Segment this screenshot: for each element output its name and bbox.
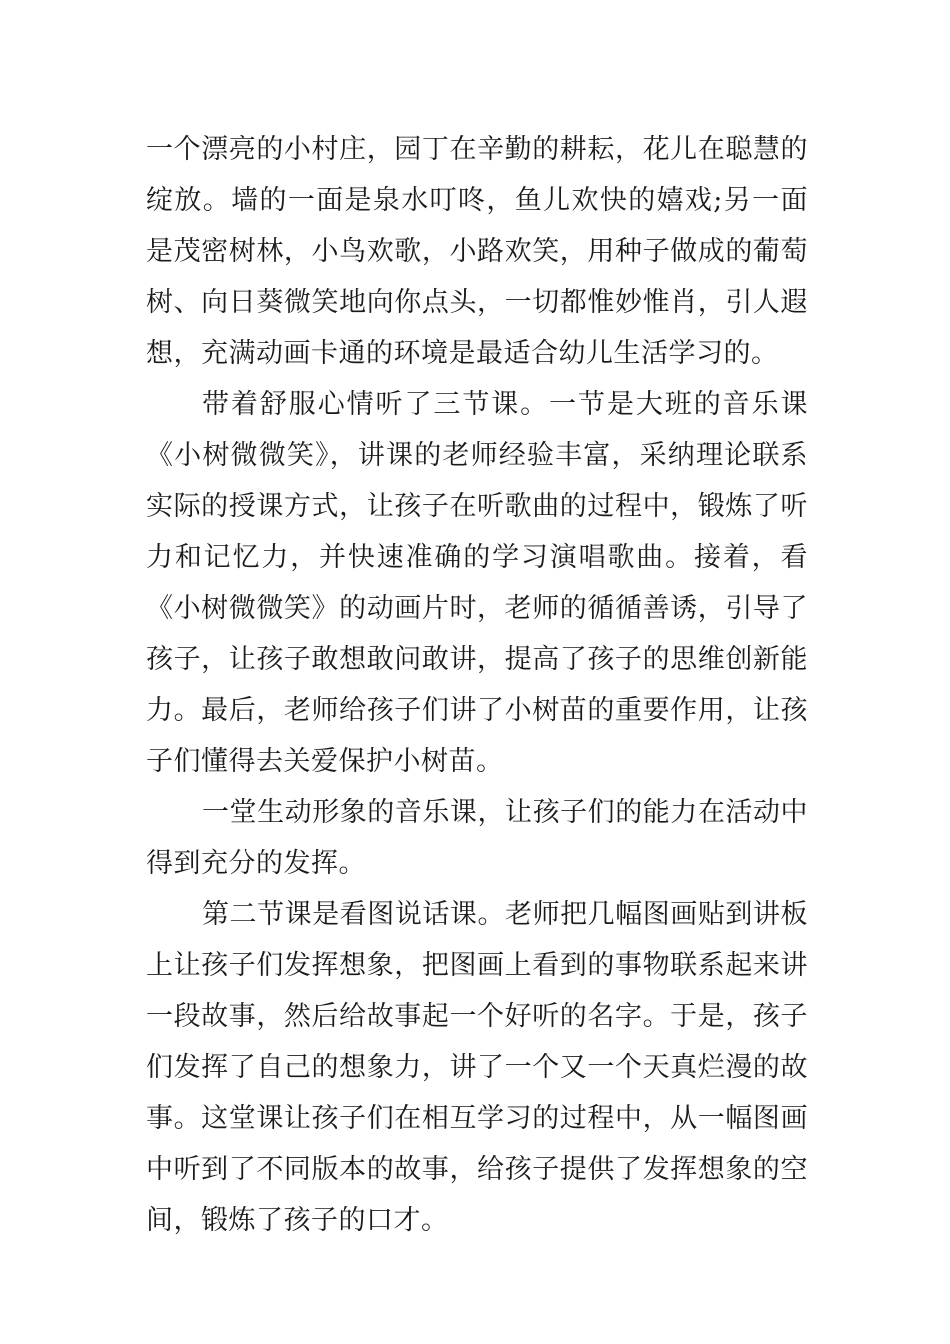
paragraph-picture-talk-class: 第二节课是看图说话课。老师把几幅图画贴到讲板上让孩子们发挥想象，把图画上看到的事物联系起来讲一段故事，然后给故事起一个好听的名字。于是，孩子们发挥了自己的想象力，讲了一个又一个天真烂漫的故事。这堂课让孩子们在相互学习的过程中，从一幅图画中听到了不同版本的故事，给孩子提供了发挥想象的空间，锻炼了孩子的口才。 [146,899,808,1236]
paragraph-music-class: 带着舒服心情听了三节课。一节是大班的音乐课《小树微微笑》，讲课的老师经验丰富，采纳理论联系实际的授课方式，让孩子在听歌曲的过程中，锻炼了听力和记忆力，并快速准确的学习演唱歌曲。接着，看《小树微微笑》的动画片时，老师的循循善诱，引导了孩子，让孩子敢想敢问敢讲，提高了孩子的思维创新能力。最后，老师给孩子们讲了小树苗的重要作用，让孩子们懂得去关爱保护小树苗。 [146,389,808,777]
paragraph-village: 一个漂亮的小村庄，园丁在辛勤的耕耘，花儿在聪慧的绽放。墙的一面是泉水叮咚，鱼儿欢快的嬉戏;另一面是茂密树林，小鸟欢歌，小路欢笑，用种子做成的葡萄树、向日葵微笑地向你点头，一切都惟妙惟肖，引人遐想，充满动画卡通的环境是最适合幼儿生活学习的。 [146,134,808,369]
document-body [146,124,808,1246]
paragraph-music-summary: 一堂生动形象的音乐课，让孩子们的能力在活动中得到充分的发挥。 [146,797,808,879]
